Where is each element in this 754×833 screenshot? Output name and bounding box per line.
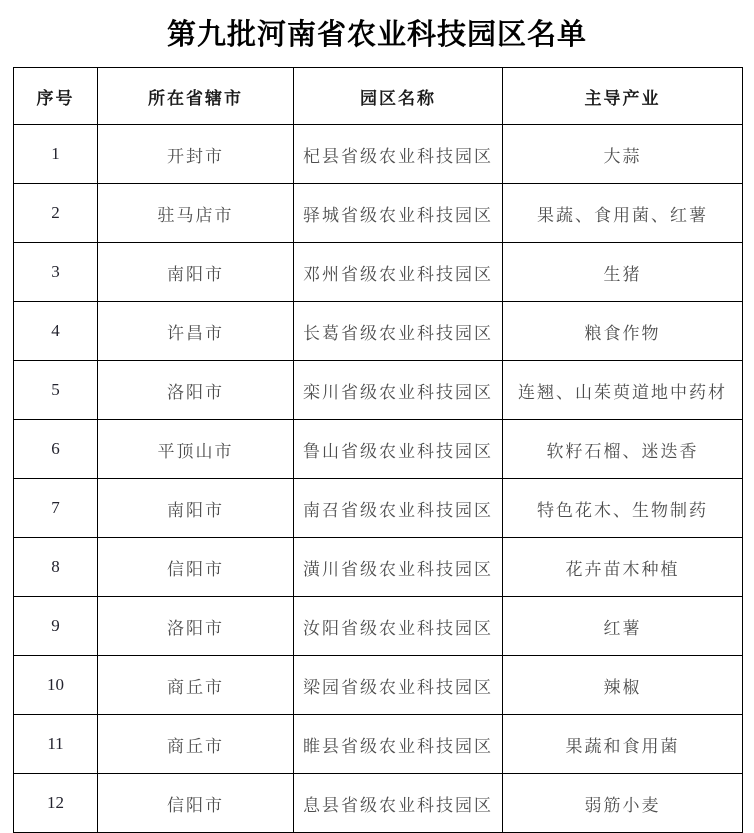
seq-cell: 3 bbox=[14, 243, 98, 302]
table-row bbox=[14, 597, 743, 656]
seq-cell: 9 bbox=[14, 597, 98, 656]
parks-table bbox=[13, 67, 743, 833]
city-cell: 洛阳市 bbox=[98, 361, 294, 420]
park-cell: 鲁山省级农业科技园区 bbox=[294, 420, 503, 479]
city-cell: 商丘市 bbox=[98, 715, 294, 774]
seq-cell: 4 bbox=[14, 302, 98, 361]
park-cell: 长葛省级农业科技园区 bbox=[294, 302, 503, 361]
park-cell: 栾川省级农业科技园区 bbox=[294, 361, 503, 420]
industry-cell: 软籽石榴、迷迭香 bbox=[503, 420, 743, 479]
table-row bbox=[14, 184, 743, 243]
seq-cell: 1 bbox=[14, 125, 98, 184]
city-cell: 商丘市 bbox=[98, 656, 294, 715]
table-row bbox=[14, 774, 743, 833]
seq-cell: 11 bbox=[14, 715, 98, 774]
header-park: 园区名称 bbox=[294, 68, 503, 125]
city-cell: 驻马店市 bbox=[98, 184, 294, 243]
seq-cell: 7 bbox=[14, 479, 98, 538]
park-cell: 邓州省级农业科技园区 bbox=[294, 243, 503, 302]
table-row bbox=[14, 361, 743, 420]
page-title: 第九批河南省农业科技园区名单 bbox=[166, 19, 587, 51]
city-cell: 信阳市 bbox=[98, 538, 294, 597]
city-cell: 南阳市 bbox=[98, 479, 294, 538]
industry-cell: 连翘、山茱萸道地中药材 bbox=[503, 361, 743, 420]
industry-cell: 粮食作物 bbox=[503, 302, 743, 361]
park-cell: 梁园省级农业科技园区 bbox=[294, 656, 503, 715]
header-industry: 主导产业 bbox=[503, 68, 743, 125]
header-row bbox=[14, 68, 743, 125]
header-seq: 序号 bbox=[14, 68, 98, 125]
park-cell: 汝阳省级农业科技园区 bbox=[294, 597, 503, 656]
city-cell: 许昌市 bbox=[98, 302, 294, 361]
seq-cell: 8 bbox=[14, 538, 98, 597]
table-row bbox=[14, 538, 743, 597]
table-row bbox=[14, 656, 743, 715]
seq-cell: 2 bbox=[14, 184, 98, 243]
table-row bbox=[14, 302, 743, 361]
industry-cell: 大蒜 bbox=[503, 125, 743, 184]
table-body bbox=[14, 125, 743, 833]
city-cell: 洛阳市 bbox=[98, 597, 294, 656]
seq-cell: 6 bbox=[14, 420, 98, 479]
table-row bbox=[14, 125, 743, 184]
industry-cell: 红薯 bbox=[503, 597, 743, 656]
industry-cell: 特色花木、生物制药 bbox=[503, 479, 743, 538]
industry-cell: 果蔬和食用菌 bbox=[503, 715, 743, 774]
industry-cell: 花卉苗木种植 bbox=[503, 538, 743, 597]
industry-cell: 辣椒 bbox=[503, 656, 743, 715]
industry-cell: 果蔬、食用菌、红薯 bbox=[503, 184, 743, 243]
park-cell: 南召省级农业科技园区 bbox=[294, 479, 503, 538]
park-cell: 睢县省级农业科技园区 bbox=[294, 715, 503, 774]
table-row bbox=[14, 715, 743, 774]
park-cell: 驿城省级农业科技园区 bbox=[294, 184, 503, 243]
city-cell: 平顶山市 bbox=[98, 420, 294, 479]
park-cell: 息县省级农业科技园区 bbox=[294, 774, 503, 833]
park-cell: 杞县省级农业科技园区 bbox=[294, 125, 503, 184]
industry-cell: 生猪 bbox=[503, 243, 743, 302]
table-row bbox=[14, 420, 743, 479]
park-cell: 潢川省级农业科技园区 bbox=[294, 538, 503, 597]
table-row bbox=[14, 243, 743, 302]
table-row bbox=[14, 479, 743, 538]
city-cell: 南阳市 bbox=[98, 243, 294, 302]
seq-cell: 5 bbox=[14, 361, 98, 420]
city-cell: 信阳市 bbox=[98, 774, 294, 833]
header-city: 所在省辖市 bbox=[98, 68, 294, 125]
seq-cell: 12 bbox=[14, 774, 98, 833]
industry-cell: 弱筋小麦 bbox=[503, 774, 743, 833]
seq-cell: 10 bbox=[14, 656, 98, 715]
table-header bbox=[14, 68, 743, 125]
city-cell: 开封市 bbox=[98, 125, 294, 184]
